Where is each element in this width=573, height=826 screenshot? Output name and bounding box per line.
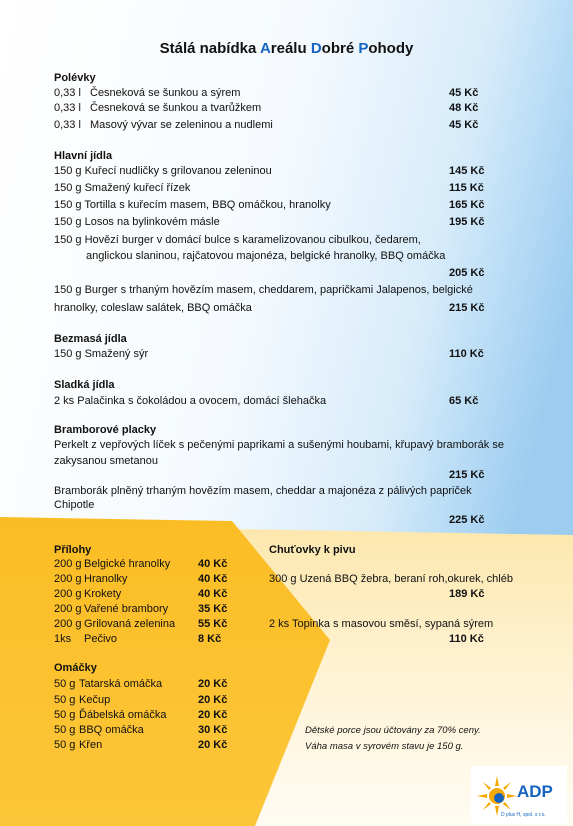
- snack-price: 189 Kč: [449, 588, 485, 600]
- page-title: Stálá nabídka Areálu Dobré Pohody: [159, 40, 414, 57]
- menu-item-line: Perkelt z vepřových líček s pečenými paprikami a sušenými houbami, křupavý bramborák se: [54, 439, 504, 451]
- menu-item-name: Masový vývar se zeleninou a nudlemi: [90, 119, 273, 131]
- menu-item-line: Bramborák plněný trhaným hovězím masem, cheddar a majonéza z pálivých papriček: [54, 485, 472, 497]
- section-heading-vegetarian: Bezmasá jídla: [54, 333, 127, 345]
- menu-item-text: 150 g Kuřecí nudličky s grilovanou zeleninou: [54, 165, 272, 177]
- section-heading-sweet: Sladká jídla: [54, 379, 115, 391]
- menu-item-price: 45 Kč: [449, 87, 479, 99]
- sauce-qty: 50 g: [54, 694, 76, 706]
- sauce-qty: 50 g: [54, 678, 76, 690]
- sauce-price: 20 Kč: [198, 694, 228, 706]
- menu-item-line: anglickou slaninou, rajčatovou majonéza, belgické hranolky, BBQ omáčka: [86, 250, 446, 262]
- menu-item-text: 150 g Losos na bylinkovém másle: [54, 216, 220, 228]
- side-qty: 200 g: [54, 618, 82, 630]
- menu-item-qty: 0,33 l: [54, 119, 81, 131]
- side-name: Belgické hranolky: [84, 558, 171, 570]
- side-price: 35 Kč: [198, 603, 228, 615]
- menu-item-price: 110 Kč: [449, 348, 484, 360]
- section-heading-sides: Přílohy: [54, 544, 92, 556]
- menu-item-qty: 0,33 l: [54, 102, 81, 114]
- side-price: 55 Kč: [198, 618, 228, 630]
- menu-item-line: zakysanou smetanou: [54, 455, 158, 467]
- menu-item-line: Chipotle: [54, 499, 95, 511]
- menu-item-price: 65 Kč: [449, 395, 479, 407]
- sauce-qty: 50 g: [54, 739, 76, 751]
- menu-item-price: 215 Kč: [449, 302, 485, 314]
- menu-item-line: 150 g Burger s trhaným hovězím masem, cheddarem, papričkami Jalapenos, belgické: [54, 284, 473, 296]
- section-heading-potato-pancakes: Bramborové placky: [54, 424, 157, 436]
- side-qty: 200 g: [54, 573, 82, 585]
- side-name: Vařené brambory: [84, 603, 169, 615]
- menu-item-qty: 0,33 l: [54, 87, 81, 99]
- sauce-name: Kečup: [79, 694, 111, 706]
- menu-item-text: 2 ks Palačinka s čokoládou a ovocem, domácí šlehačka: [54, 395, 327, 407]
- menu-item-text: 150 g Tortilla s kuřecím masem, BBQ omáčkou, hranolky: [54, 199, 331, 211]
- menu-item-price: 115 Kč: [449, 182, 484, 194]
- sauce-name: Tatarská omáčka: [79, 678, 163, 690]
- menu-item-price: 225 Kč: [449, 514, 485, 526]
- side-name: Grilovaná zelenina: [84, 618, 176, 630]
- side-qty: 1ks: [54, 633, 72, 645]
- section-heading-sauces: Omáčky: [54, 662, 97, 674]
- logo-text: ADP: [517, 782, 553, 801]
- side-name: Krokety: [84, 588, 122, 600]
- sauce-price: 30 Kč: [198, 724, 228, 736]
- sauce-price: 20 Kč: [198, 709, 228, 721]
- menu-item-text: 150 g Smažený sýr: [54, 348, 149, 360]
- side-price: 40 Kč: [198, 588, 228, 600]
- menu-item-text: 150 g Smažený kuřecí řízek: [54, 182, 191, 194]
- sauce-qty: 50 g: [54, 724, 76, 736]
- section-heading-soups: Polévky: [54, 72, 96, 84]
- sauce-price: 20 Kč: [198, 678, 228, 690]
- sauce-qty: 50 g: [54, 709, 76, 721]
- note-meat-weight: Váha masa v syrovém stavu je 150 g.: [305, 741, 464, 752]
- side-qty: 200 g: [54, 558, 82, 570]
- menu-item-price: 195 Kč: [449, 216, 485, 228]
- snack-text: 300 g Uzená BBQ žebra, beraní roh,okurek, chléb: [269, 573, 513, 585]
- side-price: 40 Kč: [198, 558, 228, 570]
- menu-item-name: Česneková se šunkou a sýrem: [90, 87, 241, 99]
- section-heading-main-dishes: Hlavní jídla: [54, 150, 113, 162]
- sun-icon: [477, 776, 517, 816]
- side-price: 8 Kč: [198, 633, 222, 645]
- snack-text: 2 ks Topinka s masovou směsí, sypaná sýrem: [269, 618, 494, 630]
- snack-price: 110 Kč: [449, 633, 484, 645]
- menu-item-price: 48 Kč: [449, 102, 479, 114]
- menu-item-line: 150 g Hovězí burger v domácí bulce s karamelizovanou cibulkou, čedarem,: [54, 234, 421, 246]
- side-price: 40 Kč: [198, 573, 228, 585]
- note-children-portions: Dětské porce jsou účtovány za 70% ceny.: [305, 725, 481, 736]
- menu-item-name: Česneková se šunkou a tvarůžkem: [90, 102, 262, 114]
- side-name: Pečivo: [84, 633, 118, 645]
- side-qty: 200 g: [54, 588, 82, 600]
- logo-subtitle: D plus H, spol. s r.o.: [501, 812, 546, 818]
- menu-item-price: 165 Kč: [449, 199, 485, 211]
- menu-item-price: 45 Kč: [449, 119, 479, 131]
- sauce-name: BBQ omáčka: [79, 724, 144, 736]
- menu-item-line: hranolky, coleslaw salátek, BBQ omáčka: [54, 302, 252, 314]
- sauce-name: Ďábelská omáčka: [79, 709, 167, 721]
- side-qty: 200 g: [54, 603, 82, 615]
- sauce-name: Křen: [79, 739, 103, 751]
- menu-item-price: 215 Kč: [449, 469, 485, 481]
- section-heading-beer-snacks: Chuťovky k pivu: [269, 544, 356, 556]
- sauce-price: 20 Kč: [198, 739, 228, 751]
- side-name: Hranolky: [84, 573, 128, 585]
- menu-item-price: 145 Kč: [449, 165, 485, 177]
- company-logo: [471, 766, 567, 824]
- menu-item-price: 205 Kč: [449, 267, 485, 279]
